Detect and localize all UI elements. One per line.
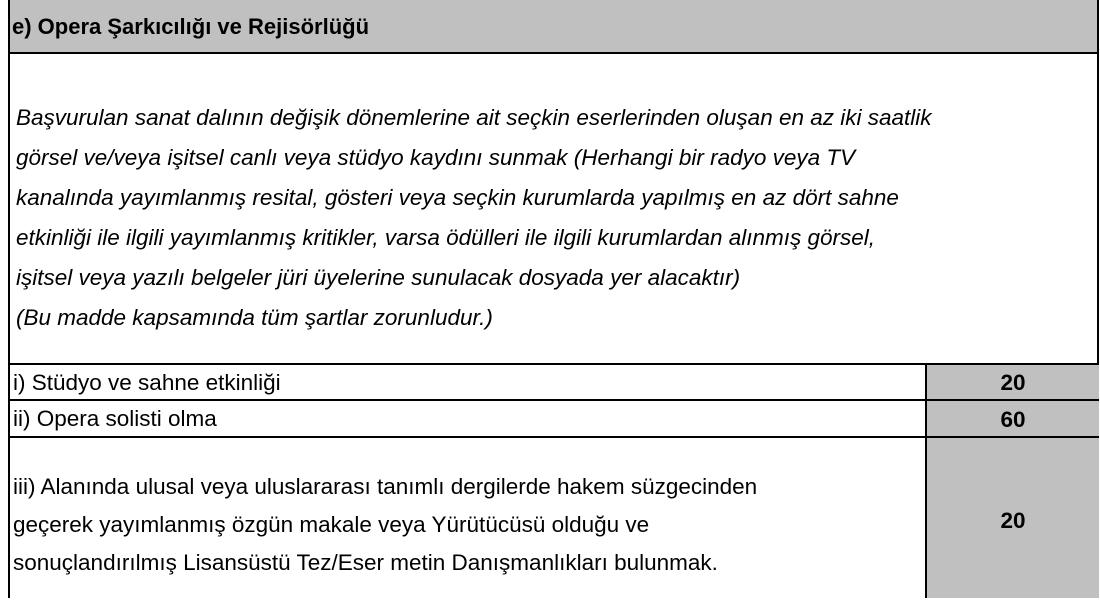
criterion-label-line: iii) Alanında ulusal veya uluslararası tanımlı dergilerde hakem süzgecinden xyxy=(13,474,758,499)
section-header xyxy=(8,0,1099,54)
description-line: (Bu madde kapsamında tüm şartlar zorunludur.) xyxy=(16,305,493,330)
criterion-label-line: sonuçlandırılmış Lisansüstü Tez/Eser metin Danışmanlıkları bulunmak. xyxy=(13,550,718,575)
description-line: kanalında yayımlanmış resital, gösteri veya seçkin kurumlarda yapılmış en az dört sahne xyxy=(16,185,899,210)
description-line: işitsel veya yazılı belgeler jüri üyelerine sunulacak dosyada yer alacaktır) xyxy=(16,265,741,290)
criterion-label xyxy=(13,468,913,582)
criterion-row-1 xyxy=(8,365,1099,401)
description-line: görsel ve/veya işitsel canlı veya stüdyo kaydını sunmak (Herhangi bir radyo veya TV xyxy=(16,145,856,170)
criterion-label-line: geçerek yayımlanmış özgün makale veya Yürütücüsü olduğu ve xyxy=(13,512,650,537)
description-cell xyxy=(8,54,1099,365)
description-text xyxy=(16,98,1096,338)
criterion-row-3 xyxy=(8,438,1099,598)
criteria-sheet xyxy=(8,0,1100,592)
section-title: e) Opera Şarkıcılığı ve Rejisörlüğü xyxy=(12,14,370,39)
criterion-row-2 xyxy=(8,401,1099,438)
criterion-points: 20 xyxy=(925,438,1099,598)
criterion-points: 20 xyxy=(925,365,1099,399)
criterion-label: ii) Opera solisti olma xyxy=(13,406,217,431)
description-line: etkinliği ile ilgili yayımlanmış kritikler, varsa ödülleri ile ilgili kurumlardan alınmış görsel, xyxy=(16,225,876,250)
criterion-points: 60 xyxy=(925,401,1099,436)
criterion-label: i) Stüdyo ve sahne etkinliği xyxy=(13,370,281,395)
description-line: Başvurulan sanat dalının değişik dönemlerine ait seçkin eserlerinden oluşan en az iki saatlik xyxy=(16,105,932,130)
